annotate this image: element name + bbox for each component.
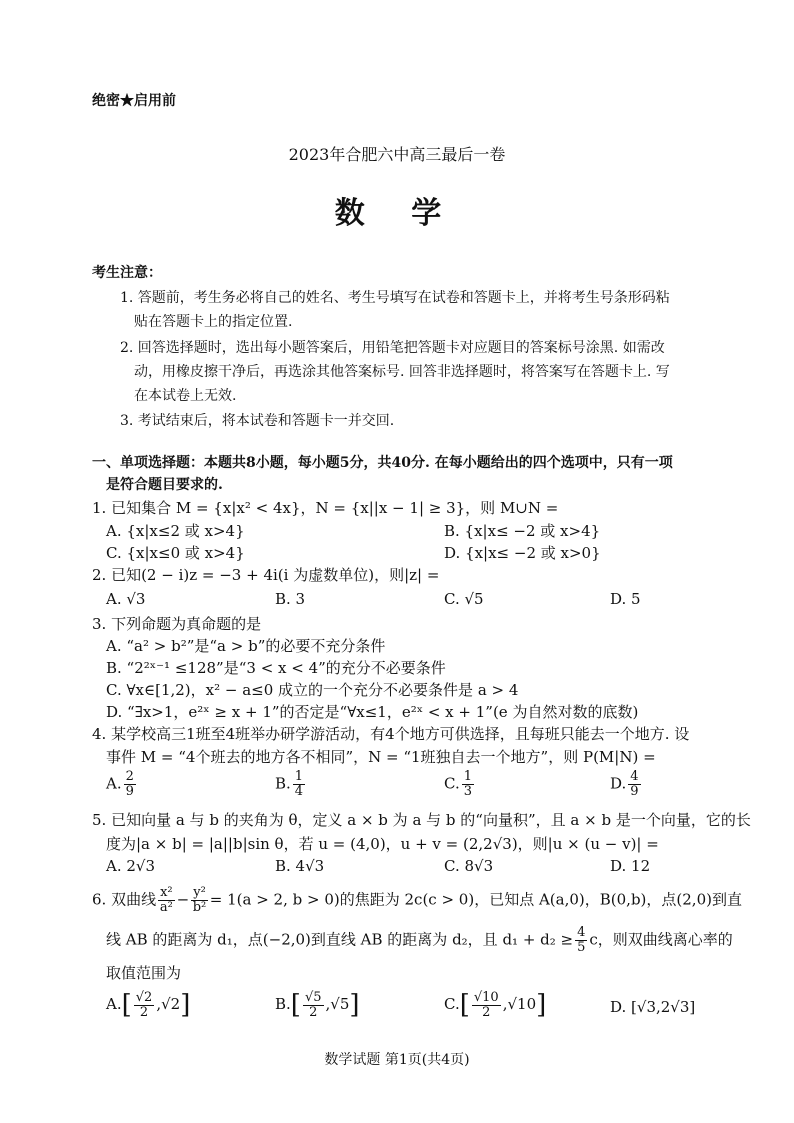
q1-option-a: A. {x|x≤2 或 x>4} xyxy=(106,522,245,540)
q6-option-a: A.[ $\frac{√2}{2}$ ,√2] xyxy=(106,989,191,1020)
q6-line3: 取值范围为 xyxy=(106,964,182,982)
q2-option-d: D. 5 xyxy=(610,590,641,608)
section-heading: 一、单项选择题：本题共8小题，每小题5分，共40分. 在每小题给出的四个选项中，只有一项 xyxy=(92,455,673,471)
exam-title: 2023年合肥六中高三最后一卷 xyxy=(288,145,506,164)
section-heading-cont: 是符合题目要求的. xyxy=(106,477,223,493)
secret-label: 绝密★启用前 xyxy=(92,93,176,109)
notice-line: 3. 考试结束后，将本试卷和答题卡一并交回. xyxy=(120,413,395,429)
q1-stem: 1. 已知集合 M = {x|x² < 4x}，N = {x||x − 1| ≥ 3}，则 M∪N = xyxy=(92,499,559,517)
q6-option-c: C.[ $\frac{√10}{2}$ ,√10] xyxy=(444,989,547,1020)
page-footer: 数学试题 第1页(共4页) xyxy=(324,1052,470,1068)
q5-line1: 5. 已知向量 a 与 b 的夹角为 θ，定义 a × b 为 a 与 b 的“向量积”，且 a × b 是一个向量，它的长 xyxy=(92,811,751,829)
q1-option-d: D. {x|x≤ −2 或 x>0} xyxy=(444,544,601,562)
q6-option-b: B.[ $\frac{√5}{2}$ ,√5] xyxy=(275,989,360,1020)
q2-option-a: A. √3 xyxy=(106,590,146,608)
q4-line1: 4. 某学校高三1班至4班举办研学游活动，有4个地方可供选择，且每班只能去一个地方. 设 xyxy=(92,725,690,743)
q3-stem: 3. 下列命题为真命题的是 xyxy=(92,615,262,633)
q4-option-d: D. $\frac{4}{9}$ xyxy=(610,769,639,799)
q5-option-a: A. 2√3 xyxy=(106,857,156,875)
notice-line: 1. 答题前，考生务必将自己的姓名、考生号填写在试卷和答题卡上，并将考生号条形码粘 xyxy=(120,290,670,306)
q6-line2: 线 AB 的距离为 d₁，点(−2,0)到直线 AB 的距离为 d₂，且 d₁ + d₂ ≥ $\frac{4}{5}$ c，则双曲线离心率的 xyxy=(106,925,733,955)
subject-title: 数 学 xyxy=(334,196,460,231)
notice-title: 考生注意： xyxy=(92,265,162,281)
q1-option-c: C. {x|x≤0 或 x>4} xyxy=(106,544,245,562)
q3-option-d: D. “∃x>1，e²ˣ ≥ x + 1”的否定是“∀x≤1，e²ˣ < x + 1”(e 为自然对数的底数) xyxy=(106,703,639,721)
q6-line1: 6. 双曲线 $\frac{\text{x²}}{\text{a²}}$ − $\frac{\text{y²}}{\text{b²}}$ = 1(a > 2, b > 0)的焦距为 2c(c > 0)，已知点 A(a,0)，B(0,b)，点(2,0)到直 xyxy=(92,885,742,915)
q2-option-b: B. 3 xyxy=(275,590,306,608)
q4-option-b: B. $\frac{1}{4}$ xyxy=(275,769,304,799)
q6-option-d: D. [√3,2√3] xyxy=(610,998,696,1016)
q2-option-c: C. √5 xyxy=(444,590,484,608)
q5-line2: 度为|a × b| = |a||b|sin θ，若 u = (4,0)，u + v = (2,2√3)，则|u × (u − v)| = xyxy=(106,835,659,853)
q4-option-c: C. $\frac{1}{3}$ xyxy=(444,769,472,799)
notice-line: 在本试卷上无效. xyxy=(134,388,237,404)
notice-line: 贴在答题卡上的指定位置. xyxy=(134,314,293,330)
q5-option-d: D. 12 xyxy=(610,857,651,875)
q3-option-a: A. “a² > b²”是“a > b”的必要不充分条件 xyxy=(106,637,386,655)
q2-stem: 2. 已知(2 − i)z = −3 + 4i(i 为虚数单位)，则|z| = xyxy=(92,566,440,584)
q3-option-b: B. “2²ˣ⁻¹ ≤128”是“3 < x < 4”的充分不必要条件 xyxy=(106,659,446,677)
notice-line: 2. 回答选择题时，选出每小题答案后，用铅笔把答题卡对应题目的答案标号涂黑. 如需改 xyxy=(120,340,665,356)
notice-line: 动，用橡皮擦干净后，再选涂其他答案标号. 回答非选择题时，将答案写在答题卡上. 写 xyxy=(134,364,670,380)
q4-line2: 事件 M = “4个班去的地方各不相同”，N = “1班独自去一个地方”，则 P(M|N) = xyxy=(106,748,656,766)
q4-option-a: A. $\frac{2}{9}$ xyxy=(106,769,134,799)
q5-option-c: C. 8√3 xyxy=(444,857,494,875)
q5-option-b: B. 4√3 xyxy=(275,857,325,875)
q3-option-c: C. ∀x∈[1,2)，x² − a≤0 成立的一个充分不必要条件是 a > 4 xyxy=(106,681,519,699)
q1-option-b: B. {x|x≤ −2 或 x>4} xyxy=(444,522,601,540)
